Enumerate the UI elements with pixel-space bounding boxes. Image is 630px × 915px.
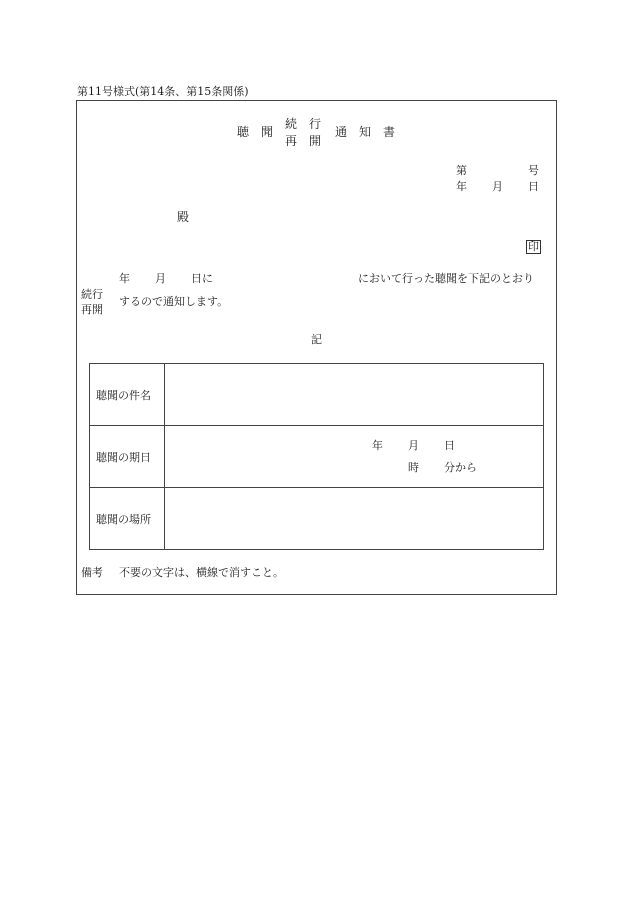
doc-number-go: 号 (528, 164, 539, 177)
title-prefix: 聴 聞 (237, 125, 274, 139)
table-row (90, 426, 544, 488)
detail-table (89, 363, 544, 550)
row-value-subject (165, 364, 544, 426)
doc-date-day: 日 (528, 180, 539, 193)
hearing-minute: 分から (444, 461, 477, 474)
table-row (90, 488, 544, 550)
doc-date-month: 月 (492, 180, 503, 193)
hearing-day: 日 (444, 439, 455, 452)
addressee-suffix: 殿 (177, 210, 190, 224)
body-month: 月 (155, 272, 166, 285)
row-label-place: 聴聞の場所 (90, 488, 165, 550)
body-option-resume: 再開 (81, 303, 103, 316)
body-line1-tail: において行った聴聞を下記のとおり (358, 272, 534, 285)
title-option-resume: 再 開 (285, 134, 322, 148)
doc-number-dai: 第 (456, 164, 467, 177)
body-line2: するので通知します。 (119, 295, 229, 308)
row-label-date: 聴聞の期日 (90, 426, 165, 488)
seal-icon: 印 (528, 240, 539, 253)
title-option-continue: 続 行 (285, 117, 322, 131)
hearing-hour: 時 (408, 461, 419, 474)
body-year: 年 (119, 272, 130, 285)
table-row (90, 364, 544, 426)
hearing-month: 月 (408, 439, 419, 452)
doc-date-year: 年 (456, 180, 467, 193)
row-value-date (165, 426, 544, 488)
remarks-label: 備考 (81, 566, 103, 579)
seal-mark (526, 240, 541, 254)
row-value-place (165, 488, 544, 550)
remarks-text: 不要の文字は、横線で消すこと。 (119, 566, 284, 579)
row-label-subject: 聴聞の件名 (90, 364, 165, 426)
title-suffix: 通 知 書 (335, 125, 396, 139)
ki-heading: 記 (311, 333, 322, 346)
form-number: 第11号様式(第14条、第15条関係) (77, 85, 249, 98)
hearing-year: 年 (372, 439, 383, 452)
body-option-continue: 続行 (81, 288, 103, 301)
body-day: 日に (191, 272, 213, 285)
